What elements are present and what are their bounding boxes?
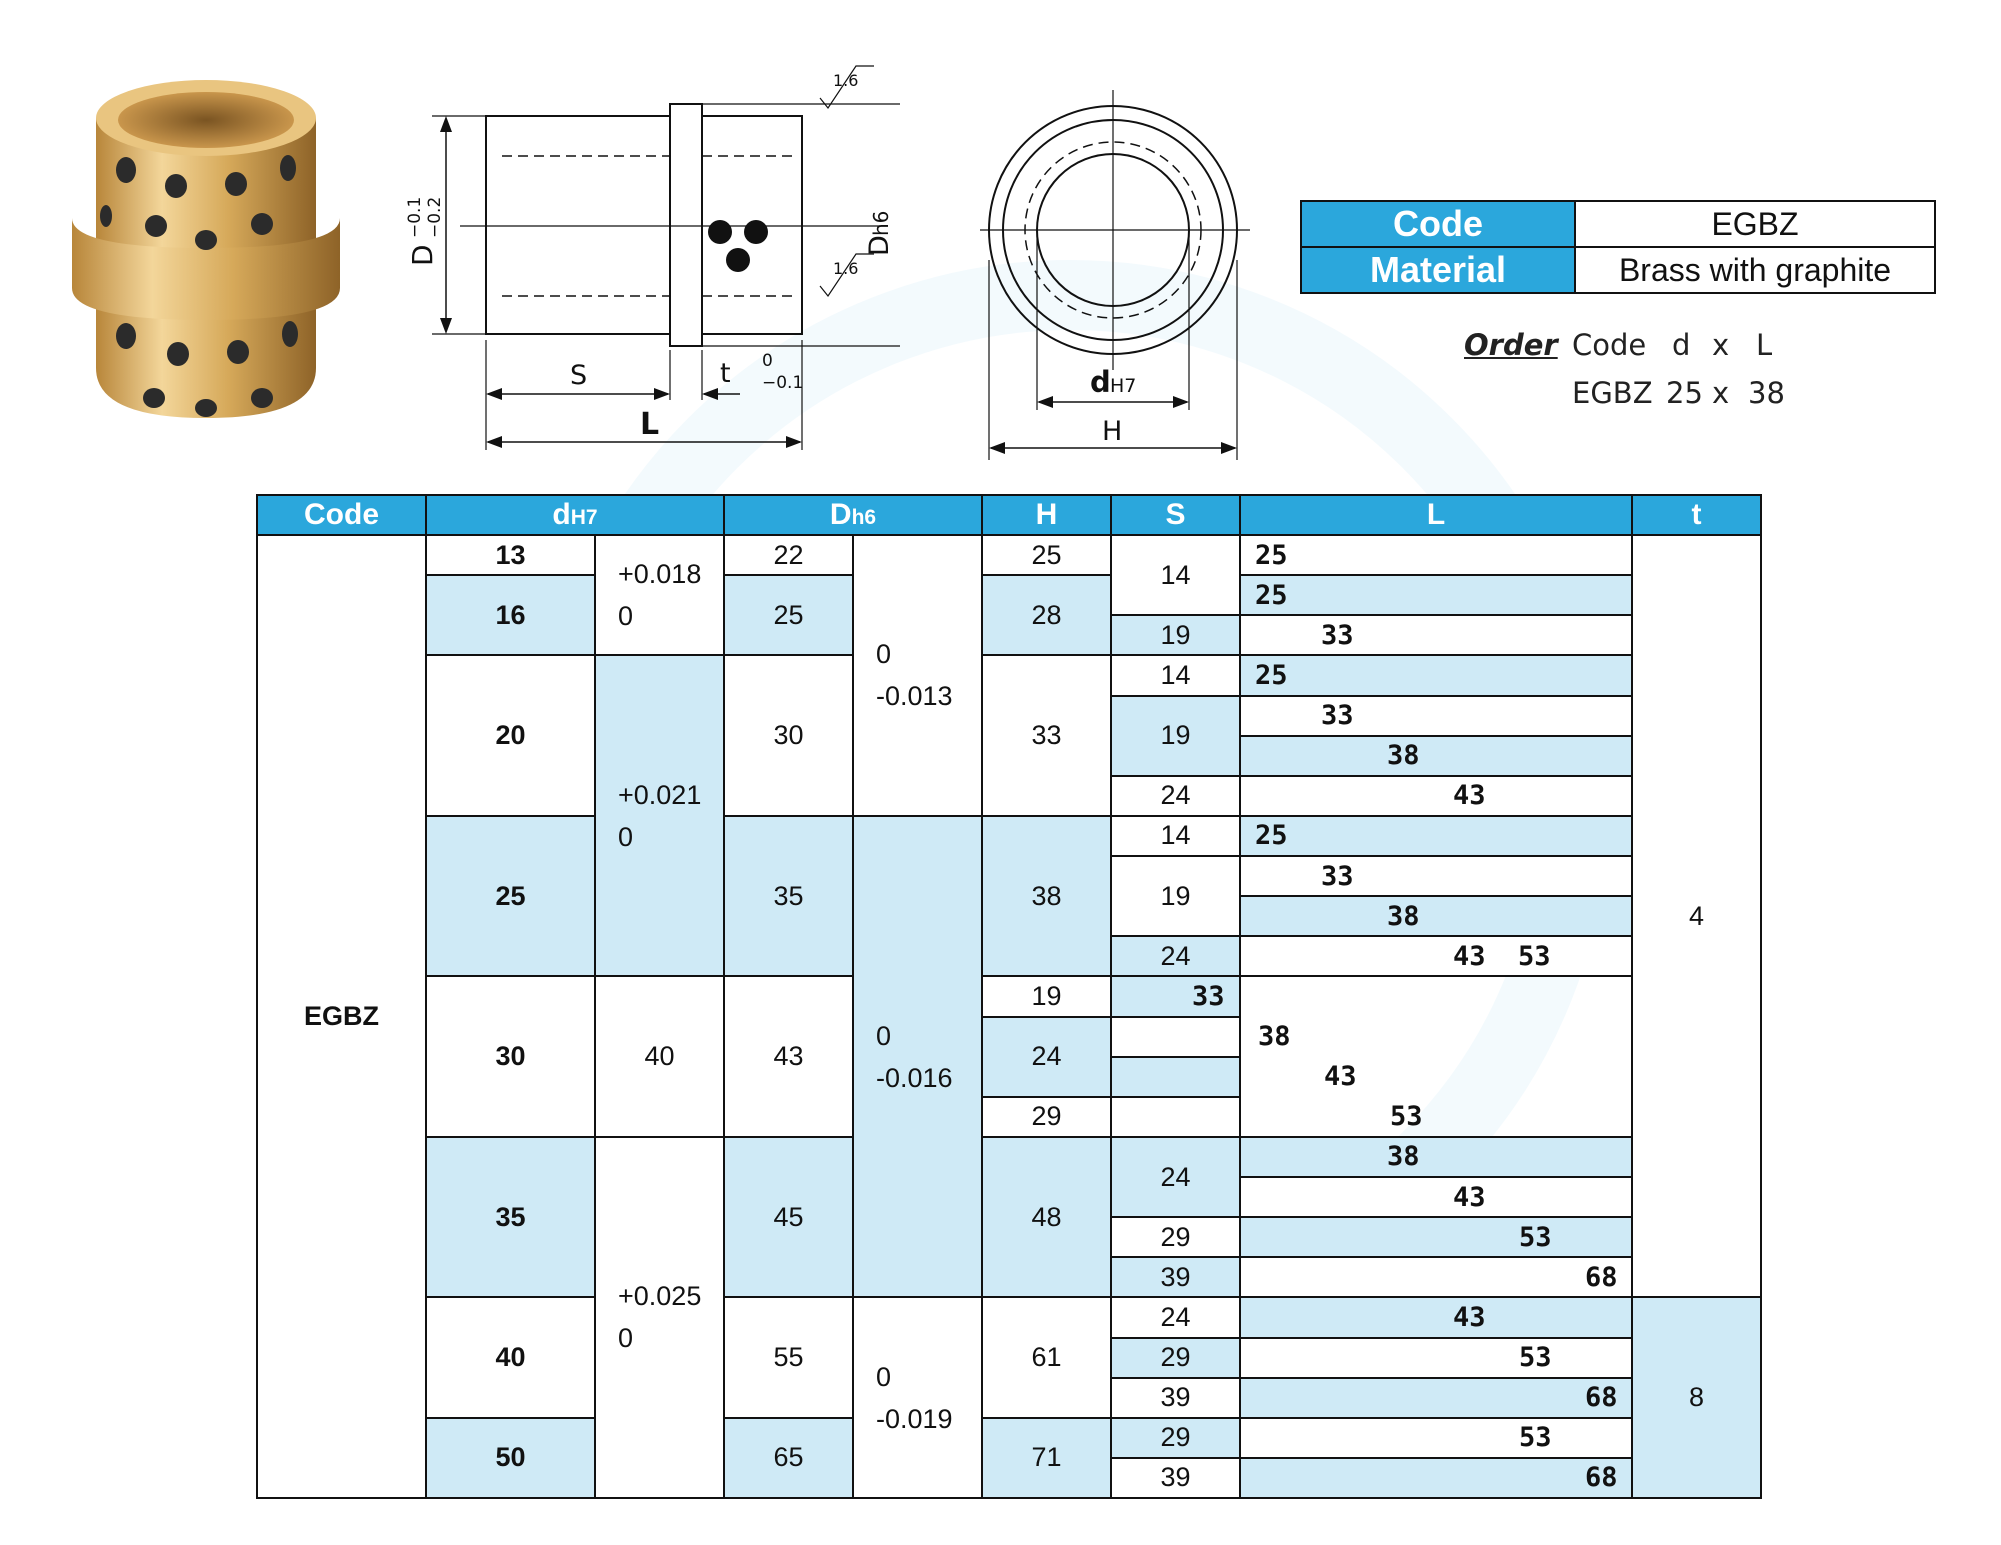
outer-d-cell: 25 <box>724 575 853 655</box>
code-cell: EGBZ <box>257 535 426 1498</box>
s-cell: 29 <box>1111 1217 1240 1257</box>
s-cell: 24 <box>1111 936 1240 976</box>
l-cell: 53 <box>1240 1418 1632 1458</box>
outer-d-cell: 30 <box>724 655 853 816</box>
d-tolerance-cell: +0.018 0 <box>595 535 724 655</box>
s-cell: 14 <box>1111 535 1240 615</box>
l-cell: 33 <box>1240 696 1632 736</box>
roughness-mid: 1.6 <box>833 259 859 278</box>
l-cell: 25 <box>1240 535 1632 575</box>
d-cell: 25 <box>426 816 595 977</box>
d-cell: 35 <box>426 1137 595 1298</box>
dh7-subscript: H7 <box>1110 375 1137 397</box>
table-row <box>257 535 1761 575</box>
l-cell: 53 <box>1240 1217 1632 1257</box>
s-cell: 14 <box>1111 655 1240 695</box>
t-lower-tolerance: −0.1 <box>762 373 804 393</box>
order-format-code: Code <box>1572 328 1647 362</box>
table-row <box>257 655 1761 695</box>
l-dimension-label: L <box>640 407 660 442</box>
l-cell: 38 <box>1240 896 1632 936</box>
header-d-h6: Dh6 <box>724 495 982 535</box>
s-cell: 39 <box>1111 1458 1240 1498</box>
outer-d-tolerance-cell: 0 -0.019 <box>853 1297 982 1498</box>
l-cell: 33 <box>1240 615 1632 655</box>
table-header-row <box>257 495 1761 535</box>
h-cell: 43 <box>724 976 853 1137</box>
s-cell: 19 <box>982 976 1111 1016</box>
h-cell: 33 <box>982 655 1111 816</box>
order-label: Order <box>1464 328 1558 362</box>
info-material-label: Material <box>1301 247 1575 293</box>
roughness-top: 1.6 <box>833 71 859 90</box>
d-tolerance-cell: +0.021 0 <box>595 655 724 976</box>
s-cell: 24 <box>1111 1137 1240 1217</box>
l-cell: 33 <box>1111 976 1240 1016</box>
order-example-l: 38 <box>1748 376 1785 410</box>
d-cell: 13 <box>426 535 595 575</box>
d-tolerance-cell: +0.025 0 <box>595 1137 724 1498</box>
h-cell: 38 <box>982 816 1111 977</box>
l-cell: 25 <box>1240 575 1632 615</box>
header-d-h7: dH7 <box>426 495 724 535</box>
header-t: t <box>1632 495 1761 535</box>
d-lower-tolerance: −0.2 <box>425 196 445 238</box>
h-cell: 61 <box>982 1297 1111 1417</box>
h-cell: 28 <box>982 575 1111 655</box>
s-cell: 19 <box>1111 696 1240 776</box>
info-code-value: EGBZ <box>1575 201 1935 247</box>
l-cell: 25 <box>1240 655 1632 695</box>
l-cell: 38 <box>1240 1137 1632 1177</box>
l-cell: 43 <box>1240 1177 1632 1217</box>
l-cell: 53 <box>1240 1338 1632 1378</box>
s-dimension-label: S <box>570 360 588 391</box>
table-row <box>257 1137 1761 1177</box>
s-cell: 24 <box>982 1017 1111 1097</box>
h-cell: 25 <box>982 535 1111 575</box>
d-cell: 30 <box>426 976 595 1137</box>
h-cell: 48 <box>982 1137 1111 1298</box>
s-cell: 29 <box>1111 1338 1240 1378</box>
front-view-drawing <box>980 80 1260 460</box>
header-s: S <box>1111 495 1240 535</box>
l-cell: 68 <box>1240 1378 1632 1418</box>
l-cell: 43 <box>1240 776 1632 816</box>
h-dimension-label: H <box>1102 416 1123 447</box>
header-code: Code <box>257 495 426 535</box>
s-cell: 14 <box>1111 816 1240 856</box>
order-example-code: EGBZ <box>1572 376 1653 410</box>
s-cell: 24 <box>1111 776 1240 816</box>
t-upper-tolerance: 0 <box>762 351 773 371</box>
s-cell: 39 <box>1111 1257 1240 1297</box>
product-photo <box>66 58 346 438</box>
dh7-label: d <box>1090 365 1111 399</box>
s-cell: 19 <box>1111 856 1240 936</box>
l-cell: 38 <box>1240 736 1632 776</box>
t-dimension-label: t <box>720 358 731 389</box>
s-cell: 29 <box>982 1097 1111 1137</box>
h-cell: 71 <box>982 1418 1111 1498</box>
outer-d-cell: 22 <box>724 535 853 575</box>
outer-d-cell: 40 <box>595 976 724 1137</box>
d-cell: 16 <box>426 575 595 655</box>
l-cell: 53 <box>1111 1097 1240 1137</box>
order-example-x: x <box>1712 376 1730 410</box>
order-format-d: d <box>1672 328 1691 362</box>
l-cell: 38 <box>1111 1017 1240 1057</box>
order-example-d: 25 <box>1666 376 1703 410</box>
l-cell: 25 <box>1240 816 1632 856</box>
dh6-subscript: h6 <box>869 210 893 236</box>
s-cell: 19 <box>1111 615 1240 655</box>
product-info-table <box>1300 200 1936 294</box>
outer-d-cell: 55 <box>724 1297 853 1417</box>
header-h: H <box>982 495 1111 535</box>
table-row <box>257 816 1761 856</box>
dimension-table <box>256 494 1762 1499</box>
d-cell: 40 <box>426 1297 595 1417</box>
outer-d-cell: 45 <box>724 1137 853 1298</box>
info-code-label: Code <box>1301 201 1575 247</box>
l-cell: 68 <box>1240 1458 1632 1498</box>
side-view-drawing <box>380 60 900 460</box>
table-row <box>257 575 1761 615</box>
s-cell: 39 <box>1111 1378 1240 1418</box>
info-material-value: Brass with graphite <box>1575 247 1935 293</box>
l-cell: 43 <box>1111 1057 1240 1097</box>
order-format-x: x <box>1712 328 1730 362</box>
d-cell: 20 <box>426 655 595 816</box>
d-dimension-label: D <box>406 244 439 266</box>
t-cell: 4 <box>1632 535 1761 1297</box>
dh6-label: D <box>864 235 895 256</box>
outer-d-cell: 35 <box>724 816 853 977</box>
d-upper-tolerance: −0.1 <box>405 196 425 238</box>
l-cell: 43 <box>1240 1297 1632 1337</box>
d-cell: 50 <box>426 1418 595 1498</box>
t-cell: 8 <box>1632 1297 1761 1498</box>
outer-d-tolerance-cell: 0 -0.016 <box>853 816 982 1298</box>
l-cell: 68 <box>1240 1257 1632 1297</box>
table-row <box>257 1418 1761 1458</box>
order-format-l: L <box>1756 328 1773 362</box>
table-row <box>257 1297 1761 1337</box>
outer-d-tolerance-cell: 0 -0.013 <box>853 535 982 816</box>
header-l: L <box>1240 495 1632 535</box>
table-row <box>257 976 1761 1016</box>
s-cell: 29 <box>1111 1418 1240 1458</box>
l-cell: 43 53 <box>1240 936 1632 976</box>
s-cell: 24 <box>1111 1297 1240 1337</box>
l-cell: 33 <box>1240 856 1632 896</box>
outer-d-cell: 65 <box>724 1418 853 1498</box>
